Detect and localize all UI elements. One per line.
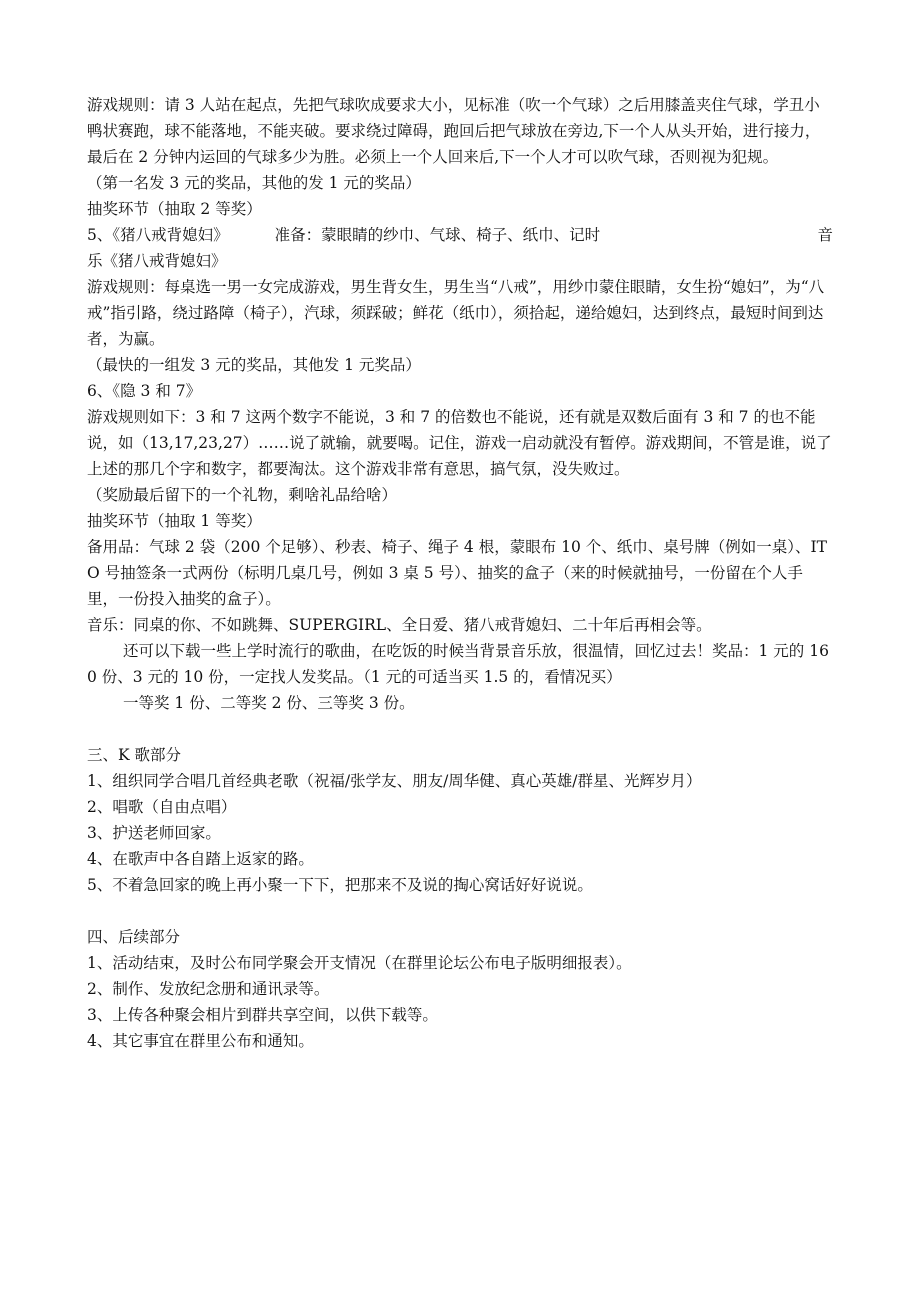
game5-rules: 游戏规则：每桌选一男一女完成游戏，男生背女生，男生当“八戒”，用纱巾蒙住眼睛，女生扮“媳妇”，为“八戒”指引路，绕过路障（椅子），汽球，须踩破；鲜花（纸巾），须拾起，递给媳妇，达到终点，最短时间到达者，为赢。 [87,278,825,348]
section4-item: 1、活动结束，及时公布同学聚会开支情况（在群里论坛公布电子版明细报表）。 [87,954,632,972]
section4-item: 4、其它事宜在群里公布和通知。 [87,1032,314,1050]
section4-item: 2、制作、发放纪念册和通讯录等。 [87,980,330,998]
section4-heading: 四、后续部分 [87,928,181,946]
section3-item: 2、唱歌（自由点唱） [87,798,237,816]
awards: 一等奖 1 份、二等奖 2 份、三等奖 3 份。 [123,694,415,712]
game6-rules: 游戏规则如下：3 和 7 这两个数字不能说，3 和 7 的倍数也不能说，还有就是双数后面有 3 和 7 的也不能说，如（13,17,23,27）……说了就输，就要喝。记住，游戏一启动就没有暂停。游戏期间，不管是谁，说了上述的那几个字和数字，都要淘汰。这个游戏非常有意思，搞气氛，没失败过。 [87,408,832,478]
game6-prize: （奖励最后留下的一个礼物，剩啥礼品给啥） [87,486,398,504]
section3-item: 3、护送老师回家。 [87,824,221,842]
game5-prep: 准备：蒙眼睛的纱巾、气球、椅子、纸巾、记时 [274,226,601,244]
game5-header-line [87,222,833,248]
game4-prize: （第一名发 3 元的奖品，其他的发 1 元的奖品） [87,174,421,192]
game5-prize: （最快的一组发 3 元的奖品，其他发 1 元奖品） [87,356,421,374]
section3-item: 4、在歌声中各自踏上返家的路。 [87,850,314,868]
game6-draw: 抽奖环节（抽取 1 等奖） [87,512,262,530]
section3-item: 1、组织同学合唱几首经典老歌（祝福/张学友、朋友/周华健、真心英雄/群星、光辉岁月） [87,772,702,790]
extra-note: 还可以下载一些上学时流行的歌曲，在吃饭的时候当背景音乐放，很温情，回忆过去！奖品：1 元的 160 份、3 元的 10 份，一定找人发奖品。（1 元的可适当买 1.5 的，看情况买） [87,642,829,686]
game5-music: 乐《猪八戒背媳妇》 [87,252,227,270]
document-body [87,92,833,1054]
music-list: 音乐：同桌的你、不如跳舞、SUPERGIRL、全日爱、猪八戒背媳妇、二十年后再相会等。 [87,616,712,634]
game5-music-label: 音 [817,226,833,244]
section4-item: 3、上传各种聚会相片到群共享空间，以供下载等。 [87,1006,438,1024]
game4-draw: 抽奖环节（抽取 2 等奖） [87,200,262,218]
section3-item: 5、不着急回家的晚上再小聚一下下，把那来不及说的掏心窝话好好说说。 [87,876,593,894]
game4-rules: 游戏规则：请 3 人站在起点，先把气球吹成要求大小，见标准（吹一个气球）之后用膝盖夹住气球，学丑小鸭状赛跑，球不能落地，不能夹破。要求绕过障碍，跑回后把气球放在旁边,下一个人从头开始，进行接力，最后在 2 分钟内运回的气球多少为胜。必须上一个人回来后,下一个人才可以吹气球，否则视为犯规。 [87,96,821,166]
game5-title: 5、《猪八戒背媳妇》 [87,226,229,244]
spacer [87,716,833,742]
game6-title: 6、《隐 3 和 7》 [87,382,202,400]
spacer [87,898,833,924]
supplies: 备用品：气球 2 袋（200 个足够）、秒表、椅子、绳子 4 根，蒙眼布 10 个、纸巾、桌号牌（例如一桌）、ITO 号抽签条一式两份（标明几桌几号，例如 3 桌 5 号）、抽奖的盒子（来的时候就抽号，一份留在个人手里，一份投入抽奖的盒子）。 [87,538,827,608]
section3-heading: 三、K 歌部分 [87,746,182,764]
